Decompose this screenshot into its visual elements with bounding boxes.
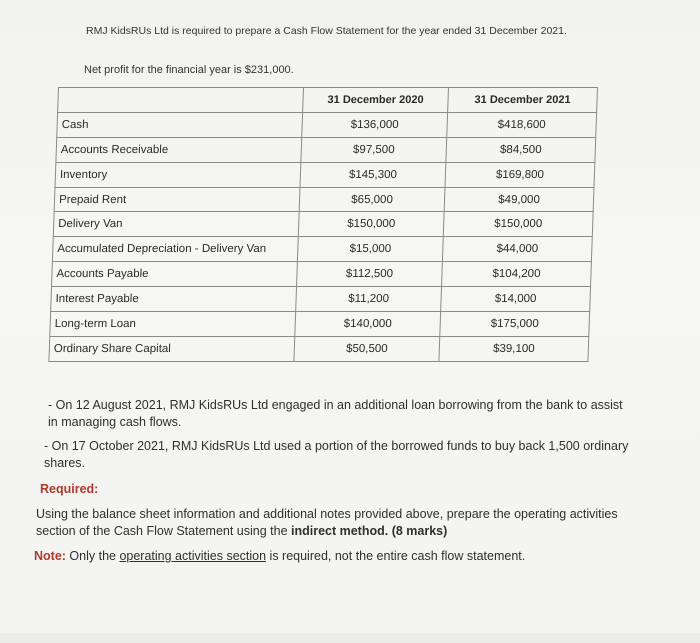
additional-note-buyback: - On 17 October 2021, RMJ KidsRUs Ltd used a portion of the borrowed funds to buy back 1,500 ordinary shares. — [44, 439, 629, 470]
row-label: Interest Payable — [51, 287, 297, 312]
value-2021: $104,200 — [442, 262, 592, 287]
value-2021: $175,000 — [440, 312, 590, 337]
intro-text: RMJ KidsRUs Ltd is required to prepare a Cash Flow Statement for the year ended 31 December 2021. — [86, 25, 567, 37]
value-2021: $49,000 — [444, 187, 594, 212]
value-2021: $39,100 — [439, 336, 589, 361]
balance-sheet-table — [48, 87, 598, 362]
value-2020: $97,500 — [301, 137, 447, 162]
table-row — [49, 336, 589, 361]
value-2020: $112,500 — [297, 262, 443, 287]
table-row — [51, 287, 591, 312]
value-2020: $145,300 — [300, 162, 446, 187]
value-2021: $44,000 — [442, 237, 592, 262]
value-2021: $14,000 — [441, 287, 591, 312]
row-label: Accounts Receivable — [56, 137, 302, 162]
row-label: Delivery Van — [53, 212, 299, 237]
table-row — [52, 237, 592, 262]
note-text-underlined: operating activities section — [119, 549, 267, 563]
table-row — [52, 262, 592, 287]
value-2020: $65,000 — [299, 187, 445, 212]
row-label: Accumulated Depreciation - Delivery Van — [52, 237, 298, 262]
value-2021: $169,800 — [445, 162, 595, 187]
additional-note-loan: - On 12 August 2021, RMJ KidsRUs Ltd engaged in an additional loan borrowing from the bank to assist in managing cash flows. — [48, 398, 623, 429]
task-text — [36, 506, 634, 540]
header-2021: 31 December 2021 — [448, 88, 598, 113]
scope-note — [34, 548, 634, 565]
notes-section — [34, 397, 634, 565]
row-label: Long-term Loan — [50, 312, 296, 337]
table-row — [53, 212, 593, 237]
table-header-row — [58, 88, 598, 113]
value-2020: $11,200 — [296, 287, 442, 312]
row-label: Prepaid Rent — [54, 187, 300, 212]
header-label-col — [58, 88, 304, 113]
value-2020: $140,000 — [295, 312, 441, 337]
note-text-after: is required, not the entire cash flow statement. — [266, 549, 526, 563]
value-2020: $50,500 — [294, 336, 440, 361]
table-row — [57, 112, 597, 137]
page-bottom-edge — [0, 633, 700, 643]
table-row — [50, 312, 590, 337]
value-2021: $84,500 — [446, 137, 596, 162]
note-label: Note: — [34, 549, 66, 563]
value-2021: $418,600 — [447, 112, 597, 137]
value-2020: $15,000 — [297, 237, 443, 262]
note-text-before: Only the — [65, 549, 120, 563]
task-text-main: Using the balance sheet information and additional notes provided above, prepare the operating activities section of the Cash Flow Statement using the — [36, 507, 618, 538]
row-label: Ordinary Share Capital — [49, 336, 295, 361]
table-row — [55, 162, 595, 187]
row-label: Cash — [57, 112, 303, 137]
row-label: Accounts Payable — [52, 262, 298, 287]
value-2021: $150,000 — [443, 212, 593, 237]
value-2020: $136,000 — [302, 112, 448, 137]
table-row — [54, 187, 594, 212]
row-label: Inventory — [55, 162, 301, 187]
value-2020: $150,000 — [298, 212, 444, 237]
table-row — [56, 137, 596, 162]
net-profit-text: Net profit for the financial year is $231,000. — [84, 64, 294, 76]
header-2020: 31 December 2020 — [303, 88, 449, 113]
required-heading: Required: — [40, 482, 99, 496]
task-text-bold: indirect method. (8 marks) — [291, 524, 448, 538]
